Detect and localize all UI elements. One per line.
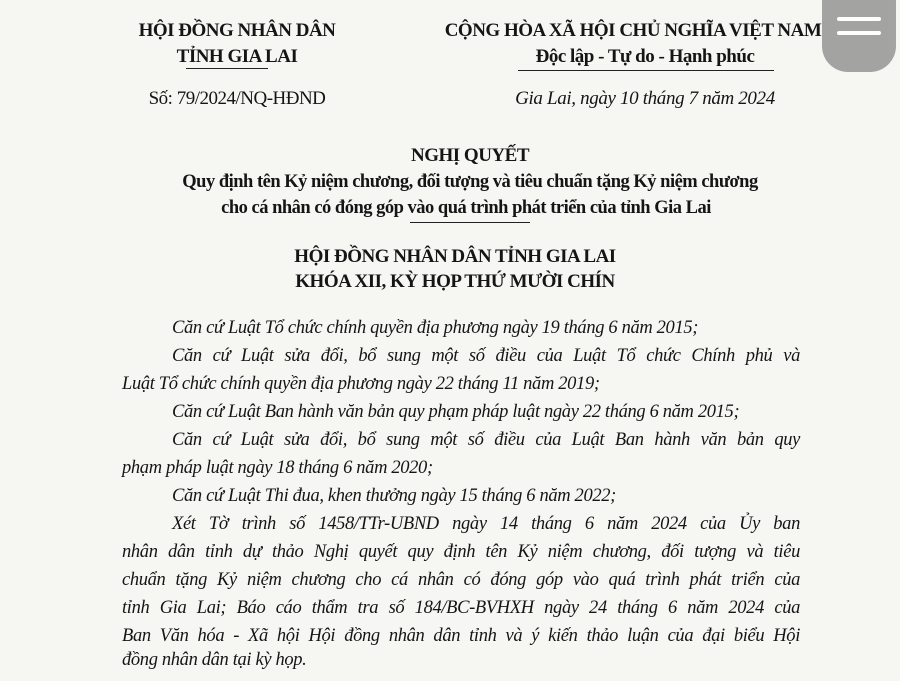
body-line: phạm pháp luật ngày 18 tháng 6 năm 2020;	[122, 458, 433, 478]
subject-line-2: cho cá nhân có đóng góp vào quá trình phát triển của tỉnh Gia Lai	[221, 198, 711, 218]
province-name: TỈNH GIA LAI	[176, 46, 298, 67]
nation-name: CỘNG HÒA XÃ HỘI CHỦ NGHĨA VIỆT NAM	[444, 20, 822, 41]
body-line: Căn cứ Luật sửa đổi, bổ sung một số điều của Luật Tổ chức Chính phủ và	[172, 346, 800, 366]
place-and-date: Gia Lai, ngày 10 tháng 7 năm 2024	[515, 88, 775, 109]
issuing-organization: HỘI ĐỒNG NHÂN DÂN	[138, 20, 336, 41]
body-line: Căn cứ Luật Thi đua, khen thưởng ngày 15 tháng 6 năm 2022;	[172, 486, 616, 506]
body-line: nhân dân tỉnh dự thảo Nghị quyết quy định tên Kỷ niệm chương, đối tượng và tiêu	[122, 542, 800, 562]
body-line: Căn cứ Luật Ban hành văn bản quy phạm pháp luật ngày 22 tháng 6 năm 2015;	[172, 402, 740, 422]
body-line: Căn cứ Luật Tổ chức chính quyền địa phương ngày 19 tháng 6 năm 2015;	[172, 318, 699, 338]
body-line: Luật Tổ chức chính quyền địa phương ngày 22 tháng 11 năm 2019;	[122, 374, 600, 394]
body-line: chuẩn tặng Kỷ niệm chương cho cá nhân có đóng góp vào quá trình phát triển của	[122, 570, 800, 590]
motto-underline	[518, 70, 774, 71]
body-line: đồng nhân dân tại kỳ họp.	[122, 650, 307, 670]
body-line: Căn cứ Luật sửa đổi, bổ sung một số điều của Luật Ban hành văn bản quy	[172, 430, 800, 450]
province-underline	[186, 68, 268, 69]
viewer-menu-button[interactable]	[822, 0, 896, 72]
document-number: Số: 79/2024/NQ-HĐND	[148, 88, 326, 109]
national-motto: Độc lập - Tự do - Hạnh phúc	[535, 46, 755, 67]
council-name: HỘI ĐỒNG NHÂN DÂN TỈNH GIA LAI	[294, 246, 616, 267]
body-line: Ban Văn hóa - Xã hội Hội đồng nhân dân tỉnh và ý kiến thảo luận của đại biểu Hội	[122, 626, 800, 646]
body-line: Xét Tờ trình số 1458/TTr-UBND ngày 14 tháng 6 năm 2024 của Ủy ban	[172, 514, 800, 534]
body-line: tỉnh Gia Lai; Báo cáo thẩm tra số 184/BC-BVHXH ngày 24 tháng 6 năm 2024 của	[122, 598, 800, 618]
subject-underline	[410, 222, 530, 223]
council-session: KHÓA XII, KỲ HỌP THỨ MƯỜI CHÍN	[295, 271, 615, 292]
document-type: NGHỊ QUYẾT	[411, 145, 529, 166]
subject-line-1: Quy định tên Kỷ niệm chương, đối tượng và tiêu chuẩn tặng Kỷ niệm chương	[182, 172, 758, 192]
